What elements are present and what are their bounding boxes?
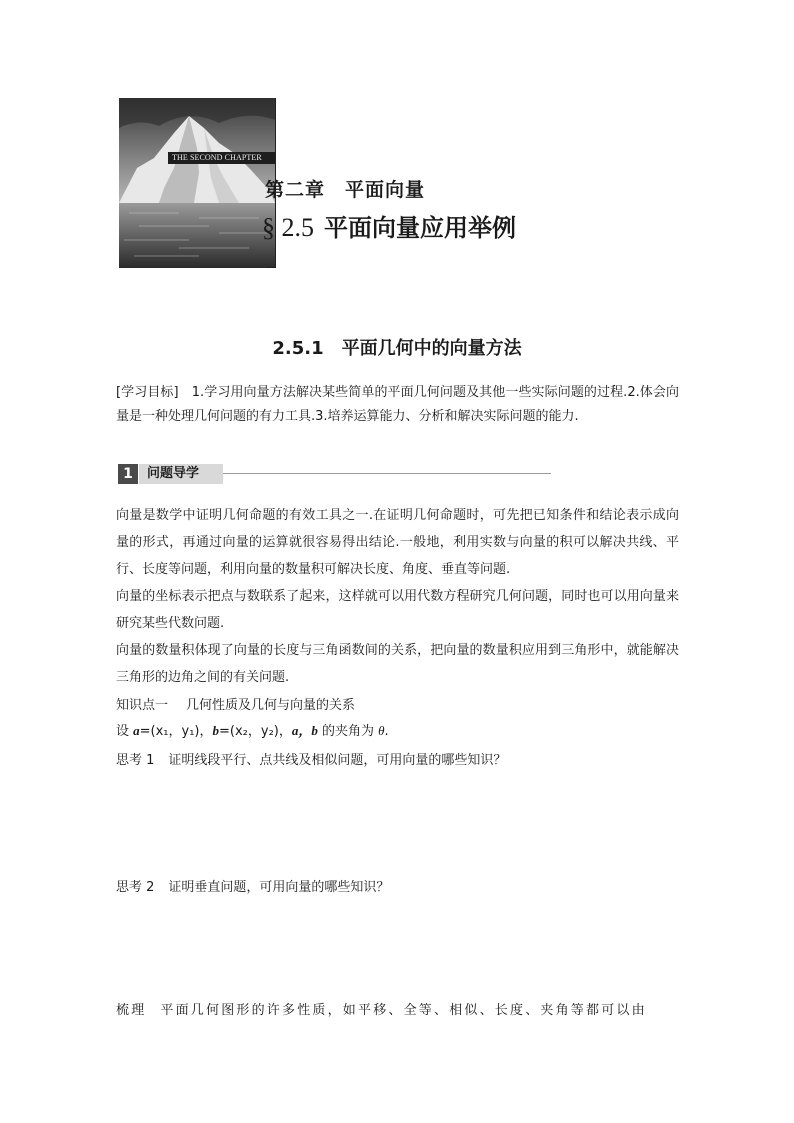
section-heading-number: 1 bbox=[118, 464, 138, 484]
vector-b-coords: =(x₂，y₂)， bbox=[219, 724, 292, 739]
section-title bbox=[262, 208, 516, 243]
summary-tag: 梳理 bbox=[116, 1003, 147, 1018]
intro-paragraph-1: 向量是数学中证明几何命题的有效工具之一.在证明几何命题时，可先把已知条件和结论表示成向量的形式，再通过向量的运算就很容易得出结论.一般地，利用实数与向量的积可以解决共线、平行、长度等问题，利用向量的数量积可解决长度、角度、垂直等问题. bbox=[116, 508, 679, 577]
think-1-text: 证明线段平行、点共线及相似问题，可用向量的哪些知识？ bbox=[168, 753, 507, 768]
chapter-title: 第二章 平面向量 bbox=[265, 179, 426, 201]
think-2-text: 证明垂直问题，可用向量的哪些知识？ bbox=[168, 880, 390, 895]
chapter-cover-image bbox=[119, 98, 275, 268]
section-heading-rule bbox=[223, 473, 551, 474]
vector-a: a bbox=[133, 723, 140, 738]
cover-divider-foot bbox=[266, 267, 276, 268]
vectors-ab: a，b bbox=[291, 723, 318, 738]
setup-angle-text: 的夹角为 bbox=[317, 724, 379, 739]
intro-paragraph-2: 向量的坐标表示把点与数联系了起来，这样就可以用代数方程研究几何问题，同时也可以用向量来研究某些代数问题. bbox=[116, 589, 679, 631]
subsection-title: 2.5.1 平面几何中的向量方法 bbox=[272, 338, 522, 359]
knowledge-point-tag: 知识点一 bbox=[116, 698, 169, 713]
intro-text bbox=[116, 502, 679, 691]
vector-b: b bbox=[212, 723, 219, 738]
summary-text: 平面几何图形的许多性质，如平移、全等、相似、长度、夹角等都可以由 bbox=[160, 1003, 647, 1018]
intro-paragraph-3: 向量的数量积体现了向量的长度与三角函数间的关系，把向量的数量积应用到三角形中，就能解决三角形的边角之间的有关问题. bbox=[116, 643, 679, 685]
learning-objectives: [学习目标] 1.学习用向量方法解决某些简单的平面几何问题及其他一些实际问题的过程.2.体会向量是一种处理几何问题的有力工具.3.培养运算能力、分析和解决实际问题的能力. bbox=[116, 385, 679, 424]
summary-line bbox=[116, 999, 647, 1018]
iceberg-illustration bbox=[119, 98, 275, 268]
think-2-tag: 思考 2 bbox=[116, 880, 155, 895]
think-question-2 bbox=[116, 876, 389, 895]
setup-prefix: 设 bbox=[116, 724, 134, 739]
angle-theta: θ bbox=[378, 723, 385, 738]
think-question-1 bbox=[116, 749, 506, 768]
knowledge-point-text: 几何性质及几何与向量的关系 bbox=[186, 698, 356, 713]
section-number: § 2.5 bbox=[262, 213, 314, 242]
vector-setup-line bbox=[116, 720, 389, 739]
cover-chapter-label: THE SECOND CHAPTER bbox=[168, 152, 276, 164]
setup-end: . bbox=[384, 724, 389, 739]
section-heading-label: 问题导学 bbox=[139, 464, 223, 484]
vector-a-coords: =(x₁，y₁)， bbox=[139, 724, 213, 739]
knowledge-point-heading bbox=[116, 694, 355, 713]
section-name: 平面向量应用举例 bbox=[324, 214, 516, 242]
think-1-tag: 思考 1 bbox=[116, 753, 155, 768]
